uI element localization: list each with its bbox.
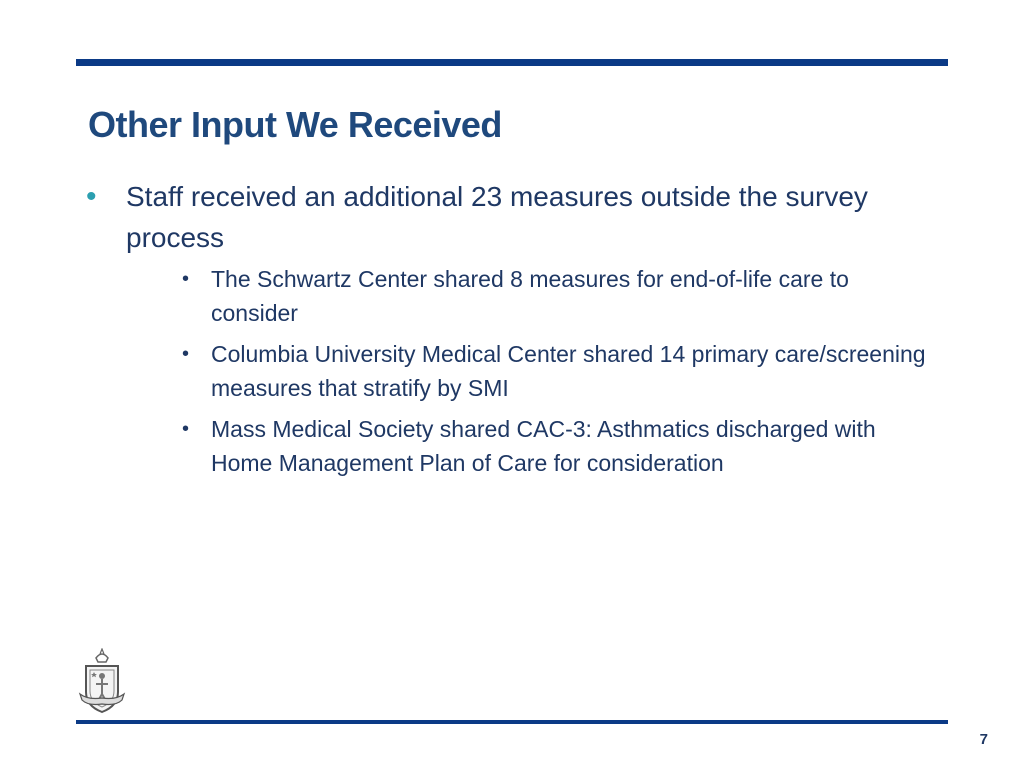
slide-title: Other Input We Received bbox=[88, 104, 502, 145]
page-number: 7 bbox=[979, 731, 988, 748]
bottom-divider bbox=[76, 720, 948, 724]
sub-bullet-item bbox=[126, 412, 936, 480]
bullet-text: Staff received an additional 23 measures outside the survey process bbox=[126, 181, 868, 253]
bullet-icon: • bbox=[86, 180, 97, 213]
bullet-list bbox=[86, 176, 936, 487]
sub-bullet-icon: • bbox=[182, 268, 190, 290]
sub-bullet-item bbox=[126, 262, 936, 330]
sub-bullet-list bbox=[126, 262, 936, 480]
sub-bullet-text: Columbia University Medical Center shared 14 primary care/screening measures that stratify by SMI bbox=[211, 341, 926, 401]
sub-bullet-text: Mass Medical Society shared CAC-3: Asthmatics discharged with Home Management Plan of Care for consideration bbox=[211, 416, 876, 476]
sub-bullet-item bbox=[126, 337, 936, 405]
top-divider bbox=[76, 59, 948, 66]
bullet-item bbox=[86, 176, 936, 480]
sub-bullet-icon: • bbox=[182, 343, 190, 365]
state-seal-icon bbox=[76, 648, 128, 716]
sub-bullet-text: The Schwartz Center shared 8 measures for end-of-life care to consider bbox=[211, 266, 849, 326]
sub-bullet-icon: • bbox=[182, 418, 190, 440]
